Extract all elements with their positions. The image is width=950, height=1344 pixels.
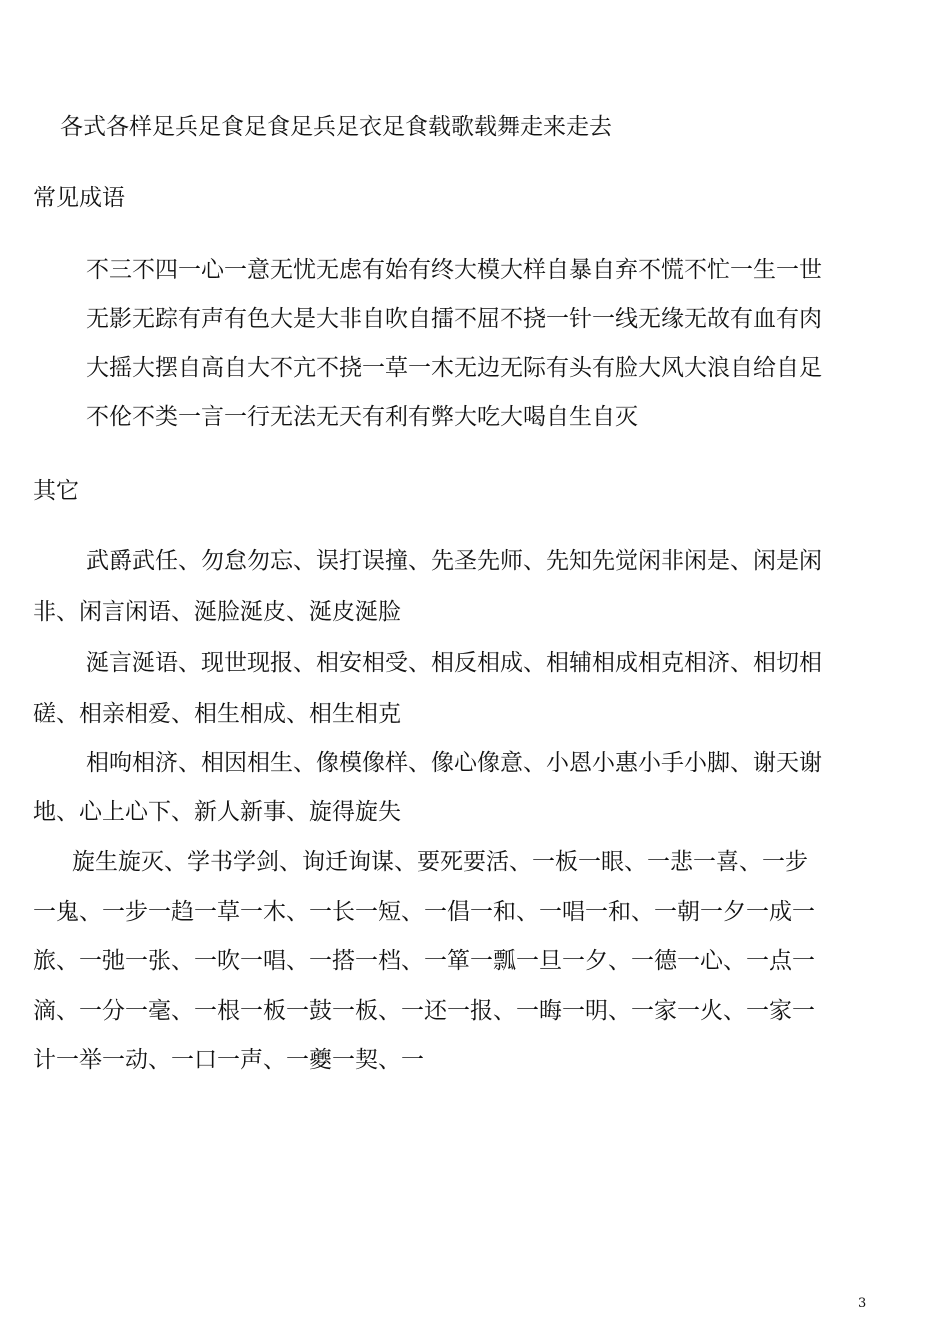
other-idiom-line: 旋生旋灭、学书学剑、询迁询谋、要死要活、一板一眼、一悲一喜、一步 — [72, 849, 808, 875]
other-idiom-line: 计一举一动、一口一声、一夔一契、一 — [33, 1047, 424, 1073]
other-idiom-line: 旅、一弛一张、一吹一唱、一搭一档、一箪一瓢一旦一夕、一德一心、一点一 — [33, 948, 815, 974]
other-idiom-line: 一鬼、一步一趋一草一木、一长一短、一倡一和、一唱一和、一朝一夕一成一 — [33, 899, 815, 925]
page-number: 3 — [858, 1296, 867, 1311]
other-idiom-line: 相呴相济、相因相生、像模像样、像心像意、小恩小惠小手小脚、谢天谢 — [86, 750, 822, 776]
other-idiom-line: 滴、一分一毫、一根一板一鼓一板、一还一报、一晦一明、一家一火、一家一 — [33, 998, 815, 1024]
section-heading-other: 其它 — [33, 478, 79, 504]
other-idiom-line: 涎言涎语、现世现报、相安相受、相反相成、相辅相成相克相济、相切相 — [86, 650, 822, 676]
common-idiom-line: 不伦不类一言一行无法无天有利有弊大吃大喝自生自灭 — [86, 404, 638, 430]
other-idiom-line: 武爵武任、勿怠勿忘、误打误撞、先圣先师、先知先觉闲非闲是、闲是闲 — [86, 548, 822, 574]
other-idiom-line: 非、闲言闲语、涎脸涎皮、涎皮涎脸 — [33, 599, 401, 625]
other-idiom-line: 磋、相亲相爱、相生相成、相生相克 — [33, 701, 401, 727]
other-idiom-line: 地、心上心下、新人新事、旋得旋失 — [33, 799, 401, 825]
common-idiom-line: 大摇大摆自高自大不亢不挠一草一木无边无际有头有脸大风大浪自给自足 — [86, 355, 822, 381]
common-idiom-line: 不三不四一心一意无忧无虑有始有终大模大样自暴自弃不慌不忙一生一世 — [86, 257, 822, 283]
top-idiom-line: 各式各样足兵足食足食足兵足衣足食载歌载舞走来走去 — [60, 114, 612, 140]
section-heading-common-idioms: 常见成语 — [33, 185, 125, 211]
common-idiom-line: 无影无踪有声有色大是大非自吹自擂不屈不挠一针一线无缘无故有血有肉 — [86, 306, 822, 332]
